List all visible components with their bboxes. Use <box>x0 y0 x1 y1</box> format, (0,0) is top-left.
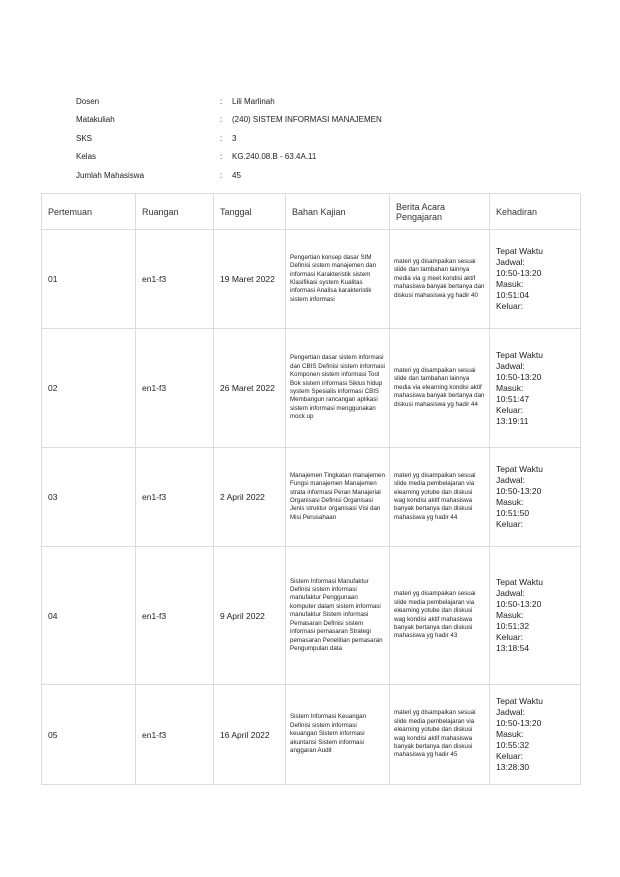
info-colon: : <box>220 133 223 143</box>
table-row <box>42 329 581 448</box>
cell-kehadiran <box>490 685 581 785</box>
cell-bahan-kajian: Sistem Informasi Manufaktur Definisi sistem informasi manufaktur Penggunaan komputer dalam sistem informasi manufaktur Sistem informasi Pemasaran Definisi sistem informasi pemasaran Strategi pemasaran Penelitian pemasaran Pengumpulan data <box>286 547 390 685</box>
cell-tanggal: 2 April 2022 <box>214 448 286 547</box>
kehadiran-line: 10:51:04 <box>496 290 530 300</box>
cell-bahan-kajian: Manajemen Tingkatan manajemen Fungsi manajemen Manajemen strata informasi Peran Manajerial Organisasi Definisi Organisasi Jenis struktur organisasi Visi dan Misi Perusahaan <box>286 448 390 547</box>
kehadiran-line: Jadwal: <box>496 360 525 371</box>
cell-kehadiran <box>490 329 581 448</box>
info-value: (240) SISTEM INFORMASI MANAJEMEN <box>232 115 382 125</box>
cell-tanggal: 26 Maret 2022 <box>214 329 286 448</box>
cell-bahan-kajian: Pengertian konsep dasar SIM Definisi sistem manajemen dan informasi Karakteristik sistem Klasifikasi system Kualitas informasi Analisa karakteristik sistem informasi <box>286 230 390 329</box>
table-row <box>42 448 581 547</box>
cell-ruangan: en1-f3 <box>136 230 214 329</box>
info-row-sks <box>76 129 556 148</box>
kehadiran-line: Keluar: <box>496 301 523 311</box>
kehadiran-line: Jadwal: <box>496 588 525 598</box>
kehadiran-line: 10:51:32 <box>496 621 530 631</box>
cell-berita-acara: materi yg disampaikan sesuai slide media pembelajaran via elearning yotube dan diskusi wag kondisi aktif mahasiswa banyak bertanya dan diskusi mahasiswa yg hadir 44 <box>390 448 490 547</box>
kehadiran-line: Jadwal: <box>496 475 525 485</box>
kehadiran-line: Keluar: <box>496 751 523 761</box>
info-row-matakuliah <box>76 111 556 130</box>
kehadiran-line: 13:19:11 <box>496 415 529 426</box>
info-label: Jumlah Mahasiswa <box>76 170 145 180</box>
info-colon: : <box>220 152 223 162</box>
attendance-table <box>41 193 581 785</box>
cell-kehadiran <box>490 547 581 685</box>
kehadiran-line: 10:50-13:20 <box>496 371 542 382</box>
kehadiran-line: Jadwal: <box>496 707 525 717</box>
cell-tanggal: 16 April 2022 <box>214 685 286 785</box>
kehadiran-status: Tepat Waktu <box>496 464 543 474</box>
header-kehadiran: Kehadiran <box>490 194 581 230</box>
info-label: Kelas <box>76 152 97 162</box>
info-label: Dosen <box>76 96 100 106</box>
table-row <box>42 685 581 785</box>
info-label: Matakuliah <box>76 115 115 125</box>
cell-pertemuan: 04 <box>42 547 136 685</box>
table-row <box>42 547 581 685</box>
kehadiran-line: 10:51:50 <box>496 508 530 518</box>
kehadiran-line: Jadwal: <box>496 257 525 267</box>
info-colon: : <box>220 170 223 180</box>
course-info <box>76 92 556 185</box>
kehadiran-line: 10:50-13:20 <box>496 268 542 278</box>
kehadiran-line: Keluar: <box>496 519 523 529</box>
kehadiran-status: Tepat Waktu <box>496 577 543 587</box>
cell-berita-acara: materi yg disampaikan sesuai slide media pembelajaran via elearning yotube dan diskusi wag kondisi aktif mahasiswa banyak bertanya dan diskusi mahasiswa yg hadir 45 <box>390 685 490 785</box>
header-tanggal: Tanggal <box>214 194 286 230</box>
info-colon: : <box>220 96 223 106</box>
cell-berita-acara: materi yg disampaikan sesuai slide dan tambahan lainnya media via elearning kondisi aktif mahasiswa banyak bertanya dan diskusi mahasiswa yg hadir 44 <box>390 329 490 448</box>
kehadiran-line: 10:55:32 <box>496 740 530 750</box>
info-value: 45 <box>232 170 241 180</box>
info-colon: : <box>220 115 223 125</box>
cell-berita-acara: materi yg disampaikan sesuai slide media pembelajaran via elearning yotube dan diskusi wag kondisi aktif mahasiswa banyak bertanya dan diskusi mahasiswa yg hadir 43 <box>390 547 490 685</box>
cell-kehadiran <box>490 448 581 547</box>
kehadiran-line: Masuk: <box>496 279 524 289</box>
info-value: Lili Marlinah <box>232 96 275 106</box>
kehadiran-line: 10:50-13:20 <box>496 718 542 728</box>
info-row-kelas <box>76 148 556 167</box>
table-row <box>42 230 581 329</box>
cell-ruangan: en1-f3 <box>136 329 214 448</box>
cell-pertemuan: 01 <box>42 230 136 329</box>
cell-kehadiran <box>490 230 581 329</box>
cell-ruangan: en1-f3 <box>136 685 214 785</box>
info-value: KG.240.08.B - 63.4A.11 <box>232 152 317 162</box>
cell-pertemuan: 05 <box>42 685 136 785</box>
cell-tanggal: 19 Maret 2022 <box>214 230 286 329</box>
header-bahan-kajian: Bahan Kajian <box>286 194 390 230</box>
info-row-jumlah <box>76 166 556 185</box>
kehadiran-line: Keluar: <box>496 632 523 642</box>
kehadiran-status: Tepat Waktu <box>496 696 543 706</box>
kehadiran-line: Masuk: <box>496 729 524 739</box>
cell-pertemuan: 03 <box>42 448 136 547</box>
kehadiran-line: Keluar: <box>496 404 523 415</box>
header-berita-acara: Berita Acara Pengajaran <box>390 194 490 230</box>
kehadiran-line: 10:50-13:20 <box>496 486 542 496</box>
kehadiran-line: 13:18:54 <box>496 643 530 653</box>
header-pertemuan: Pertemuan <box>42 194 136 230</box>
info-value: 3 <box>232 133 237 143</box>
kehadiran-line: Masuk: <box>496 610 524 620</box>
info-row-dosen <box>76 92 556 111</box>
cell-bahan-kajian: Sistem Informasi Keuangan Definisi sistem informasi keuangan Sistem informasi akuntansi Sistem informasi anggaran Audit <box>286 685 390 785</box>
cell-pertemuan: 02 <box>42 329 136 448</box>
header-ruangan: Ruangan <box>136 194 214 230</box>
info-label: SKS <box>76 133 93 143</box>
kehadiran-line: 10:51:47 <box>496 393 530 404</box>
kehadiran-line: Masuk: <box>496 497 524 507</box>
cell-ruangan: en1-f3 <box>136 547 214 685</box>
kehadiran-status: Tepat Waktu <box>496 246 543 256</box>
kehadiran-line: 13:28:30 <box>496 762 530 772</box>
cell-ruangan: en1-f3 <box>136 448 214 547</box>
kehadiran-status: Tepat Waktu <box>496 349 543 360</box>
table-header-row <box>42 194 581 230</box>
cell-tanggal: 9 April 2022 <box>214 547 286 685</box>
cell-berita-acara: materi yg disampaikan sesuai slide dan tambahan lainnya media via g meet kondisi aktif mahasiswa banyak bertanya dan diskusi mahasiswa yg hadir 40 <box>390 230 490 329</box>
kehadiran-line: Masuk: <box>496 382 524 393</box>
kehadiran-line: 10:50-13:20 <box>496 599 542 609</box>
cell-bahan-kajian: Pengertian dasar sistem informasi dan CBIS Definisi sistem informasi Komponen sistem informasi Tool Bok sistem informasi Siklus hidup system Spesialis informasi CBIS Membangun rancangan aplikasi sistem informasi menggunakan mock up <box>286 329 390 448</box>
